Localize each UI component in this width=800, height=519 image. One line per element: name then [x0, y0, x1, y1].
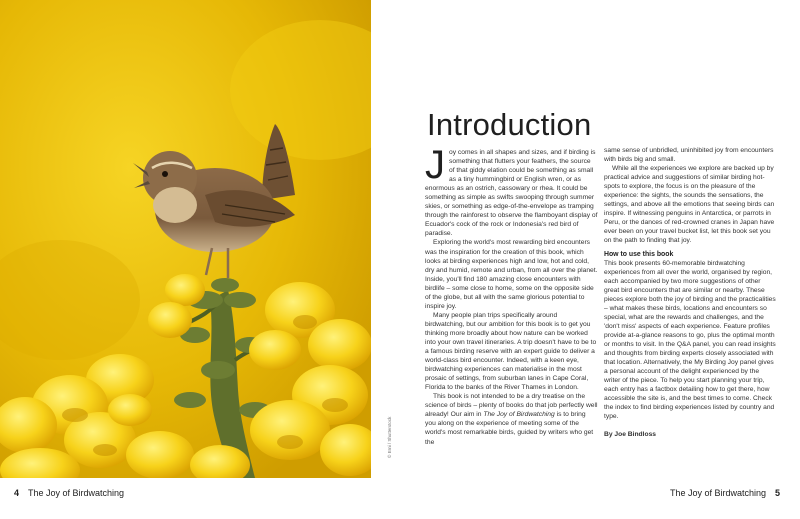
paragraph-6: While all the experiences we explore are backed up by practical advice and suggestions of similar birding hot-spots to explore, the focus is on the pleasure of the experience: the sights, the sounds the sensations, the settings, and above all the emotions that seeing birds can inspire. If witnessing penguins in Antarctica, or parrots in Peru, or the dances of red-crowned cranes in Japan have ever been on your travel bucket list, let this book set you on the path to finding that joy. — [604, 165, 775, 245]
wren-photo — [0, 0, 371, 478]
left-running-title: The Joy of Birdwatching — [28, 488, 125, 498]
book-title-italic: The Joy of Birdwatching — [483, 411, 555, 419]
paragraph-4 — [425, 392, 598, 446]
text-column-2 — [604, 146, 777, 478]
paragraph-7: This book presents 60-memorable birdwatching experiences from all over the world, organised by region, each accompanied by two more suggestions of other great bird encounters that are similar or nearby. These pieces explore both the joy of birding and the practicalities – what makes these birds, locations and encounters so special, what are the rewards and challenges, and the 'don't miss' aspects of each experience. Feature profiles provide at-a-glance reasons to go, plus the optimal month or months to visit. In the Q&A panel, you can read insights and thoughts from birding experts closely associated with that location. Alternatively, the My Birding Joy panel gives a personal account of the delight experienced by the writer of the piece. To help you start planning your trip, each entry has a factbox detailing how to get there, how accessible the site is, and the best times to come. Check the index to find birding experiences listed by country and type. — [604, 259, 776, 421]
right-page-number: 5 — [774, 488, 780, 498]
paragraph-4-start: This book is not intended to be a dry treatise on the science of birds – plenty of books do that job perfectly well already! Our aim in — [425, 393, 598, 419]
author-byline: By Joe Bindloss — [604, 431, 657, 439]
wren-on-gorse-illustration — [0, 0, 371, 478]
paragraph-5: same sense of unbridled, uninhibited joy from encounters with birds big and small. — [604, 147, 774, 164]
paragraph-2: Exploring the world's most rewarding bird encounters was the inspiration for the creation of this book, which looks at birding experiences high and low, hot and cold, dry and humid, remote and urban, from all over the planet. Inside, you'll find 180 amazing close encounters with birdlife – some close to home, some on the opposite side of the globe, but all with the same glorious potential to inspire joy. — [425, 239, 598, 310]
paragraph-4-end: is to bring you along on the experience of meeting some of the world's most remarkable birds, guided by writers who get the — [425, 411, 594, 446]
section-heading: How to use this book — [604, 250, 674, 258]
right-running-title: The Joy of Birdwatching — [669, 488, 766, 498]
footer-right — [670, 488, 780, 498]
page-title: Introduction — [427, 107, 592, 142]
text-column-1 — [425, 143, 598, 478]
left-page-number: 4 — [14, 488, 20, 498]
paragraph-1-text: oy comes in all shapes and sizes, and if birding is something that flutters your feathers, the source of that giddy elation could be something as small as a tiny hummingbird or English wren, or as enormous as an ostrich, cassowary or rhea. It could be something as simple as swifts swooping through summer skies, or something as edge-of-the-envelope as tramping through the rainforest to observe the flamboyant display of Ecuador's cock of the rock or Indonesia's red bird of paradise. — [425, 149, 598, 238]
paragraph-1 — [425, 143, 598, 238]
footer-left — [14, 488, 124, 498]
photo-credit: © Erni / Shutterstock — [387, 416, 392, 458]
paragraph-3: Many people plan trips specifically around birdwatching, but our ambition for this book is to get you thinking more broadly about how nature can be worked into your own travel itineraries. A trip doesn't have to be to a famous birding reserve with an expert guide to deliver a world-class bird encounter. Indeed, with a keen eye, birdwatching experiences can materialise in the most prosaic of settings, from suburban lanes in Cape Coral, Florida to the banks of the River Thames in London. — [425, 311, 597, 392]
drop-cap: J — [425, 143, 445, 187]
